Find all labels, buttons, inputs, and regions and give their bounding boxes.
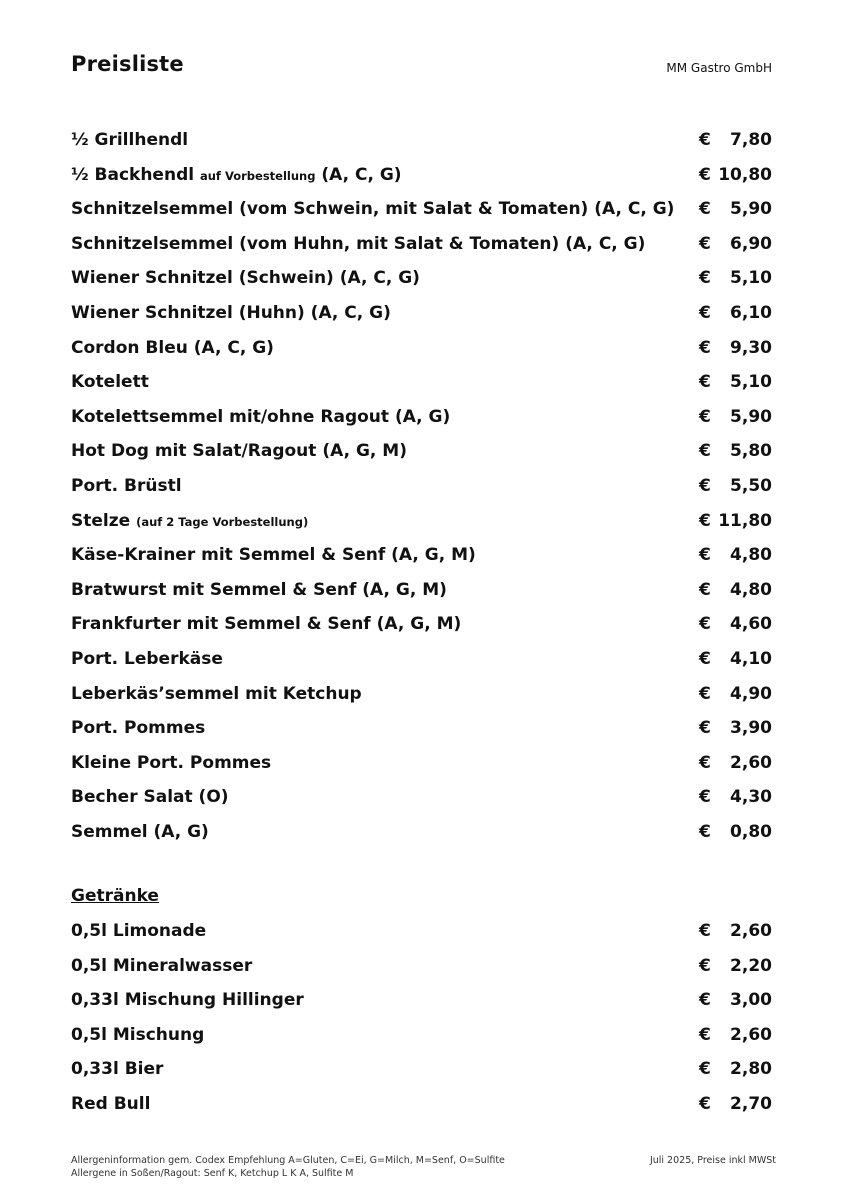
menu-item [71,264,772,292]
drink-item-price: 2,70 [730,1094,772,1114]
menu-item-name [71,610,461,638]
menu-item [71,645,772,673]
menu-item [71,576,772,604]
drink-item-price: 3,00 [730,990,772,1011]
menu-item-title: Leberkäs’semmel mit Ketchup [71,683,362,704]
drink-item-name: 0,5l Mineralwasser [71,955,253,976]
menu-item-name [71,195,674,223]
menu-item-title: ½ Grillhendl [71,130,189,150]
menu-item-name [71,680,362,708]
menu-item [71,403,772,431]
menu-item-title: Cordon Bleu (A, C, G) [71,337,274,358]
drink-item-price: 2,60 [730,1024,772,1045]
menu-item-title: Becher Salat (O) [71,787,229,808]
menu-item-title: Käse-Krainer mit Semmel & Senf (A, G, M) [71,545,476,566]
menu-item [71,299,772,327]
menu-item-title: Port. Brüstl [71,476,182,496]
menu-item-price: 4,80 [730,579,772,600]
currency-symbol: € [699,955,711,976]
menu-item-allergens: (A, C, G) [321,164,402,185]
menu-item-price: 4,90 [730,683,772,704]
menu-item-title: Stelze [71,510,131,531]
menu-item-name [71,126,188,154]
currency-symbol: € [699,510,711,531]
menu-item-title: Frankfurter mit Semmel & Senf (A, G, M) [71,614,462,635]
currency-symbol: € [699,233,711,254]
currency-symbol: € [699,752,711,773]
menu-item-title: Semmel (A, G) [71,822,209,842]
menu-item-price: 11,80 [718,510,772,531]
drink-item-price: 2,20 [730,955,772,976]
currency-symbol: € [699,921,711,941]
menu-item-price: 2,60 [730,752,772,773]
currency-symbol: € [699,130,711,150]
menu-item [71,783,772,811]
menu-item-name [71,645,223,673]
menu-item [71,472,772,500]
menu-item-title: Bratwurst mit Semmel & Senf (A, G, M) [71,579,447,600]
menu-item-price: 6,90 [730,233,772,254]
menu-item-price: 9,30 [730,337,772,358]
menu-item-name [71,230,645,258]
menu-item-name [71,403,450,431]
currency-symbol: € [699,545,711,566]
drink-item [71,1090,772,1118]
menu-item-title: Wiener Schnitzel (Schwein) (A, C, G) [71,268,420,289]
menu-item-price: 5,90 [730,199,772,220]
currency-symbol: € [699,579,711,600]
menu-item-price: 5,80 [730,441,772,462]
allergen-line-1: Allergeninformation gem. Codex Empfehlung A=Gluten, C=Ei, G=Milch, M=Senf, O=Sulfite [71,1155,505,1166]
menu-item [71,541,772,569]
drink-item [71,1021,772,1049]
date-note: Juli 2025, Preise inkl MWSt [649,1155,776,1166]
menu-item-price: 5,10 [730,372,772,393]
menu-item-title: Kleine Port. Pommes [71,752,272,773]
menu-item [71,161,772,189]
drink-item-price: 2,80 [730,1059,772,1080]
menu-item-price: 6,10 [730,303,772,323]
drink-item [71,917,772,945]
menu-item-title: Port. Leberkäse [71,649,223,669]
drinks-heading: Getränke [71,886,159,906]
menu-item-title: Kotelettsemmel mit/ohne Ragout (A, G) [71,406,451,427]
drink-item [71,986,772,1014]
currency-symbol: € [699,441,711,462]
drink-item-name: 0,33l Mischung Hillinger [71,990,304,1011]
menu-item [71,126,772,154]
currency-symbol: € [699,718,711,739]
menu-item-note: (auf 2 Tage Vorbestellung) [136,514,309,529]
menu-item-title: Schnitzelsemmel (vom Huhn, mit Salat & Tomaten) (A, C, G) [71,233,646,254]
drink-item-price: 2,60 [730,921,772,941]
currency-symbol: € [699,1024,711,1045]
currency-symbol: € [699,337,711,358]
menu-item-name [71,576,447,604]
drink-item [71,1055,772,1083]
page-title: Preisliste [71,52,184,76]
drink-item-name: 0,5l Mischung [71,1024,205,1045]
menu-item [71,818,772,846]
menu-item-price: 5,50 [730,476,772,496]
menu-item-price: 10,80 [718,164,772,185]
drink-item-name: 0,33l Bier [71,1059,164,1080]
allergen-info [71,1154,505,1180]
menu-item-price: 4,10 [730,649,772,669]
menu-item [71,368,772,396]
menu-item-price: 5,10 [730,268,772,289]
menu-item-name [71,714,205,742]
menu-item-price: 4,80 [730,545,772,566]
menu-item-price: 7,80 [730,130,772,150]
currency-symbol: € [699,303,711,323]
currency-symbol: € [699,614,711,635]
menu-item-name [71,299,391,327]
menu-item [71,437,772,465]
currency-symbol: € [699,199,711,220]
menu-item-name [71,437,407,465]
menu-item-price: 4,30 [730,787,772,808]
currency-symbol: € [699,1059,711,1080]
menu-item-title: Hot Dog mit Salat/Ragout (A, G, M) [71,441,407,462]
currency-symbol: € [699,372,711,393]
menu-item-name [71,368,149,396]
menu-item-note: auf Vorbestellung [199,168,316,183]
menu-item-name [71,783,229,811]
menu-item-name [71,818,209,846]
menu-item [71,334,772,362]
currency-symbol: € [699,1094,711,1114]
menu-item-name [71,334,274,362]
currency-symbol: € [699,822,711,842]
menu-item-title: Kotelett [71,372,149,393]
menu-item [71,230,772,258]
menu-item [71,610,772,638]
menu-item-name [71,161,402,190]
currency-symbol: € [699,649,711,669]
menu-item-title: Wiener Schnitzel (Huhn) (A, C, G) [71,303,391,323]
drink-item-name: Red Bull [71,1094,151,1114]
menu-item-price: 3,90 [730,718,772,739]
menu-item-price: 5,90 [730,406,772,427]
menu-item [71,714,772,742]
currency-symbol: € [699,164,711,185]
menu-item [71,195,772,223]
menu-item [71,749,772,777]
menu-item-title: ½ Backhendl [71,164,195,185]
currency-symbol: € [699,990,711,1011]
menu-item-title: Port. Pommes [71,718,206,739]
drink-item [71,952,772,980]
menu-item-name [71,472,182,500]
company-name: MM Gastro GmbH [666,61,772,75]
menu-item-name [71,541,476,569]
menu-item [71,680,772,708]
menu-item-name [71,749,271,777]
menu-item [71,507,772,535]
menu-item-title: Schnitzelsemmel (vom Schwein, mit Salat & Tomaten) (A, C, G) [71,199,675,220]
menu-item-price: 4,60 [730,614,772,635]
menu-item-name [71,507,308,536]
allergen-line-2: Allergene in Soßen/Ragout: Senf K, Ketchup L K A, Sulfite M [71,1168,354,1179]
currency-symbol: € [699,406,711,427]
menu-item-price: 0,80 [730,822,772,842]
currency-symbol: € [699,683,711,704]
drink-item-name: 0,5l Limonade [71,921,207,941]
currency-symbol: € [699,268,711,289]
currency-symbol: € [699,476,711,496]
currency-symbol: € [699,787,711,808]
menu-item-name [71,264,420,292]
